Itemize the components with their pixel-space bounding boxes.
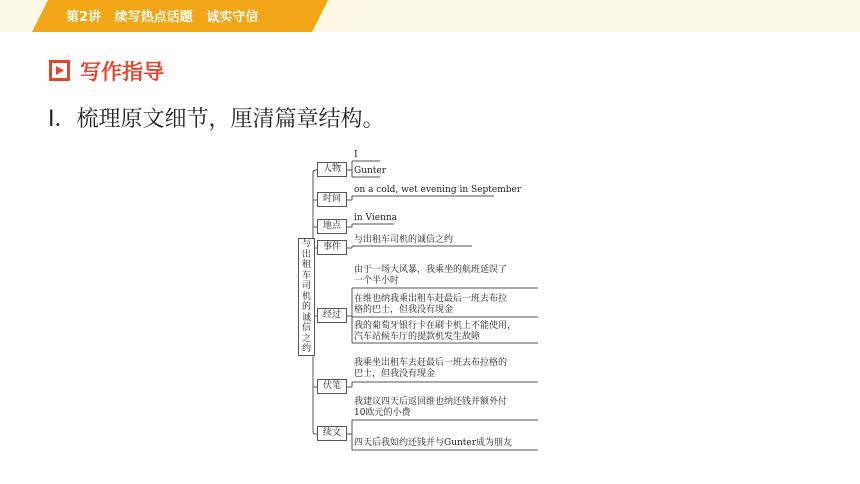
section-heading: Ⅰ．梳理原文细节，厘清篇章结构。 <box>48 107 385 132</box>
branch-foreshadowing: 伏笔 <box>317 379 347 394</box>
leaf-text: on a cold, wet evening in September <box>354 185 522 195</box>
play-icon <box>49 60 70 81</box>
leaf-text: 巴士，但我没有现金 <box>354 369 436 379</box>
leaf-text: 格的巴士，但我没有现金 <box>354 305 454 315</box>
branch-process: 经过 <box>317 308 347 323</box>
branch-place: 地点 <box>317 219 347 234</box>
leaf-text: 我的葡萄牙银行卡在刷卡机上不能使用， <box>354 321 517 331</box>
leaf-text: 我建议四天后返回维也纳还钱并额外付 <box>354 397 508 407</box>
leaf-text: 10欧元的小费 <box>354 408 411 418</box>
leaf-text: 汽车站候车厅的提款机发生故障 <box>354 332 481 342</box>
leaf-text: 与出租车司机的诚信之约 <box>354 235 454 245</box>
leaf-text: I <box>354 150 358 160</box>
leaf-text: 在维也纳我乘出租车赶最后一班去布拉 <box>354 294 508 304</box>
leaf-text: 我乘坐出租车去赶最后一班去布拉格的 <box>354 358 508 368</box>
leaf-text: in Vienna <box>354 213 398 223</box>
mindmap-root: 与出租车司机的诚信之约 <box>298 238 315 356</box>
mind-map <box>290 150 546 452</box>
leaf-text: 由于一场大风暴，我乘坐的航班延误了 <box>354 265 508 275</box>
leaf-text: Gunter <box>354 166 387 176</box>
branch-continuation: 续文 <box>317 426 347 441</box>
leaf-text: 四天后我如约还钱并与Gunter成为朋友 <box>354 438 513 448</box>
lesson-title: 第2讲 续写热点话题 诚实守信 <box>66 10 259 25</box>
leaf-text: 一个半小时 <box>354 276 400 286</box>
branch-event: 事件 <box>317 240 347 255</box>
top-bar <box>0 0 860 32</box>
branch-time: 时间 <box>317 192 347 207</box>
section-title: 写作指导 <box>80 60 164 84</box>
branch-characters: 人物 <box>317 162 347 177</box>
